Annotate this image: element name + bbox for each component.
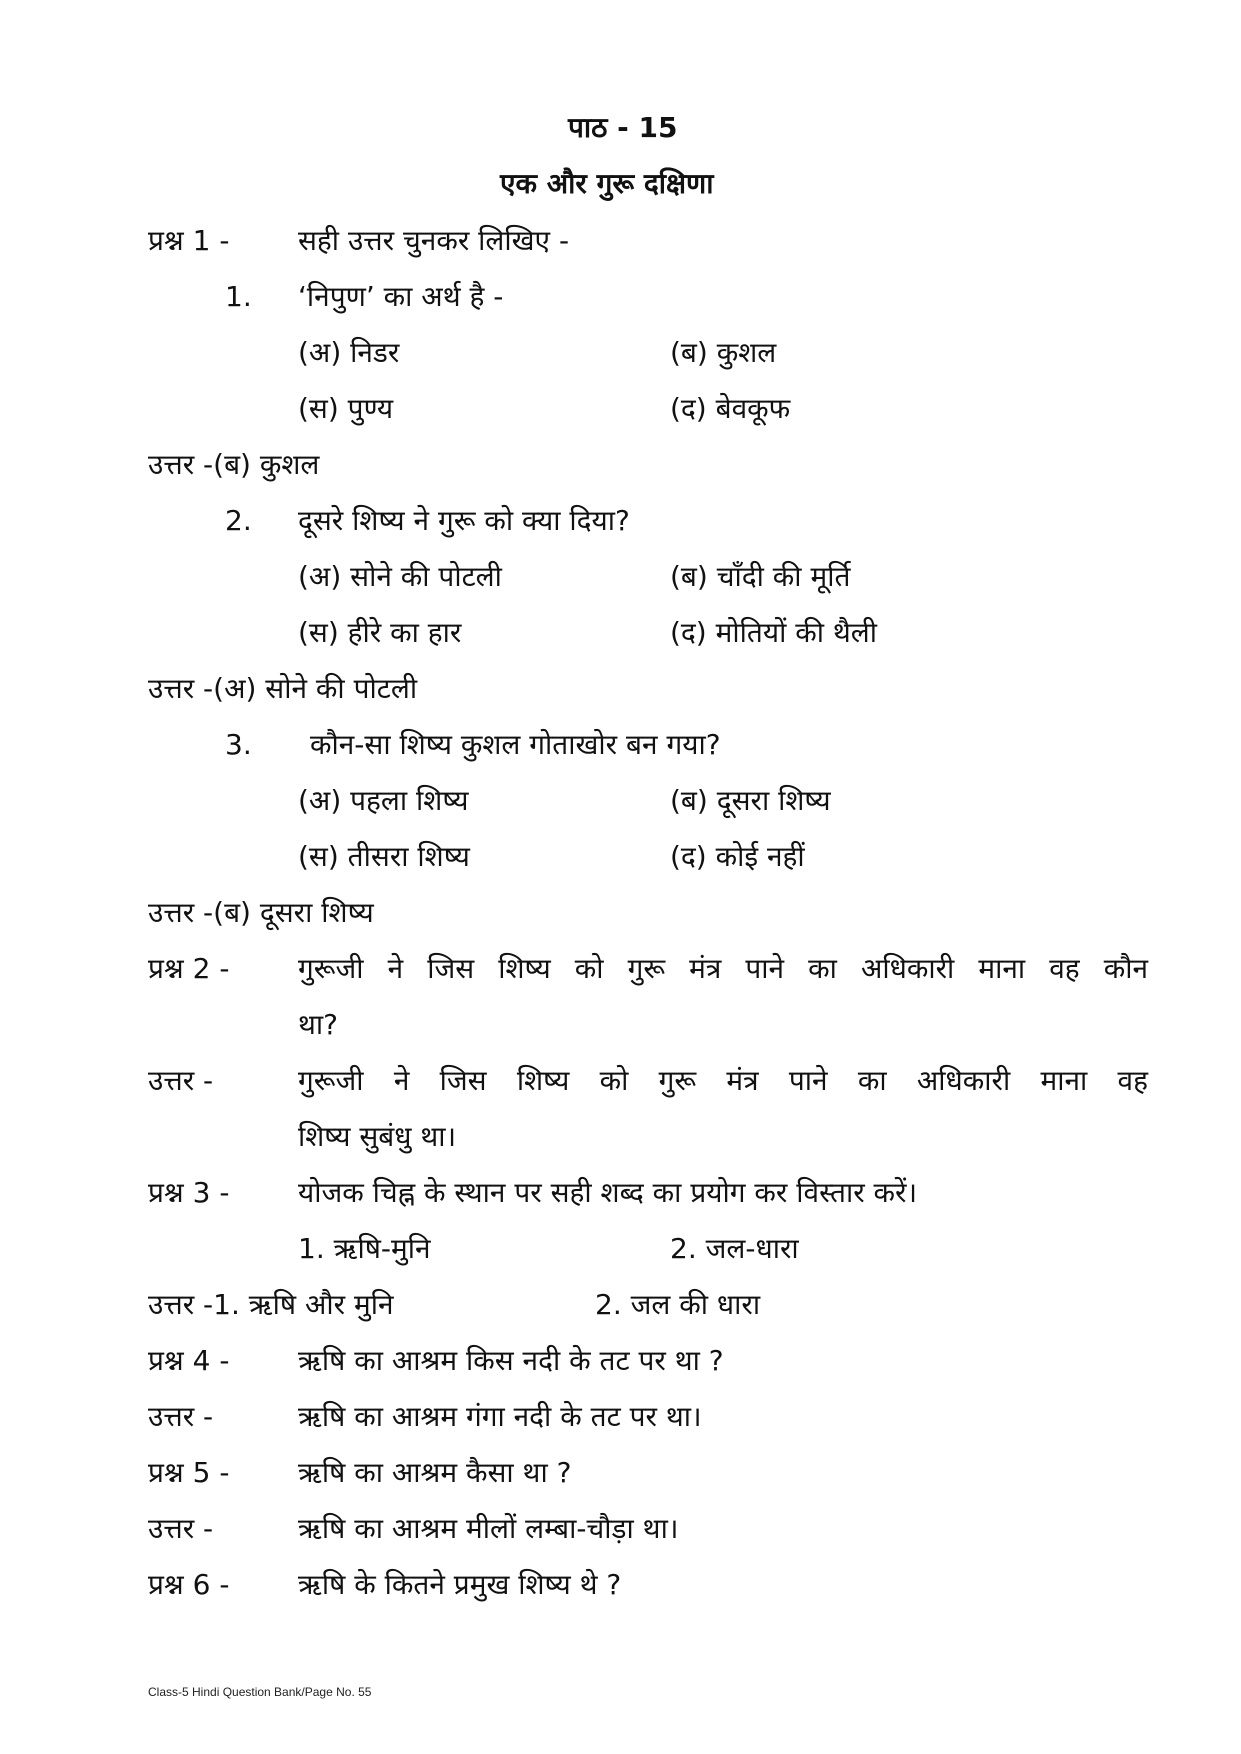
item-3-question: कौन-सा शिष्य कुशल गोताखोर बन गया? — [310, 728, 721, 761]
answer-4-label: उत्तर - — [148, 1400, 214, 1433]
answer-3-part-2: 2. जल की धारा — [595, 1288, 761, 1321]
item-3-option-a: (अ) पहला शिष्य — [298, 784, 469, 817]
question-6-text: ऋषि के कितने प्रमुख शिष्य थे ? — [298, 1568, 622, 1601]
question-2-line-1: गुरूजी ने जिस शिष्य को गुरू मंत्र पाने का अधिकारी माना वह कौन — [298, 952, 1148, 985]
question-1-text: सही उत्तर चुनकर लिखिए - — [298, 224, 570, 257]
answer-2-label: उत्तर - — [148, 1064, 214, 1097]
question-1-label: प्रश्न 1 - — [148, 224, 230, 257]
item-1-number: 1. — [225, 280, 252, 313]
question-3-label: प्रश्न 3 - — [148, 1176, 230, 1209]
item-2-option-b: (ब) चाँदी की मूर्ति — [670, 560, 851, 593]
item-3-option-c: (स) तीसरा शिष्य — [298, 840, 470, 873]
item-2-answer: उत्तर -(अ) सोने की पोटली — [148, 672, 418, 705]
item-1-question: ‘निपुण’ का अर्थ है - — [298, 280, 504, 313]
item-1-option-c: (स) पुण्य — [298, 392, 394, 425]
question-3-word-1: 1. ऋषि-मुनि — [298, 1232, 431, 1265]
question-3-text: योजक चिह्न के स्थान पर सही शब्द का प्रयोग कर विस्तार करें। — [298, 1176, 918, 1209]
item-2-question: दूसरे शिष्य ने गुरू को क्या दिया? — [298, 504, 630, 537]
item-2-option-d: (द) मोतियों की थैली — [670, 616, 878, 649]
item-2-number: 2. — [225, 504, 252, 537]
item-3-answer: उत्तर -(ब) दूसरा शिष्य — [148, 896, 374, 929]
question-4-text: ऋषि का आश्रम किस नदी के तट पर था ? — [298, 1344, 724, 1377]
answer-5-label: उत्तर - — [148, 1512, 214, 1545]
question-5-label: प्रश्न 5 - — [148, 1456, 230, 1489]
question-2-line-2: था? — [298, 1008, 339, 1041]
item-2-option-c: (स) हीरे का हार — [298, 616, 462, 649]
item-3-option-d: (द) कोई नहीं — [670, 840, 805, 873]
page-footer: Class-5 Hindi Question Bank/Page No. 55 — [148, 1685, 372, 1699]
answer-2-line-1: गुरूजी ने जिस शिष्य को गुरू मंत्र पाने का अधिकारी माना वह — [298, 1064, 1148, 1097]
answer-4-text: ऋषि का आश्रम गंगा नदी के तट पर था। — [298, 1400, 702, 1433]
answer-5-text: ऋषि का आश्रम मीलों लम्बा-चौड़ा था। — [298, 1512, 679, 1545]
question-2-label: प्रश्न 2 - — [148, 952, 230, 985]
item-3-number: 3. — [225, 728, 252, 761]
item-1-option-b: (ब) कुशल — [670, 336, 777, 369]
answer-3-part-1: उत्तर -1. ऋषि और मुनि — [148, 1288, 394, 1321]
item-3-option-b: (ब) दूसरा शिष्य — [670, 784, 831, 817]
answer-2-line-2: शिष्य सुबंधु था। — [298, 1120, 457, 1153]
item-2-option-a: (अ) सोने की पोटली — [298, 560, 502, 593]
question-6-label: प्रश्न 6 - — [148, 1568, 230, 1601]
question-5-text: ऋषि का आश्रम कैसा था ? — [298, 1456, 572, 1489]
question-3-word-2: 2. जल-धारा — [670, 1232, 799, 1265]
item-1-option-d: (द) बेवकूफ — [670, 392, 791, 425]
lesson-number: पाठ - 15 — [568, 111, 678, 144]
lesson-title: एक और गुरू दक्षिणा — [500, 167, 714, 200]
item-1-option-a: (अ) निडर — [298, 336, 400, 369]
item-1-answer: उत्तर -(ब) कुशल — [148, 448, 320, 481]
question-4-label: प्रश्न 4 - — [148, 1344, 230, 1377]
